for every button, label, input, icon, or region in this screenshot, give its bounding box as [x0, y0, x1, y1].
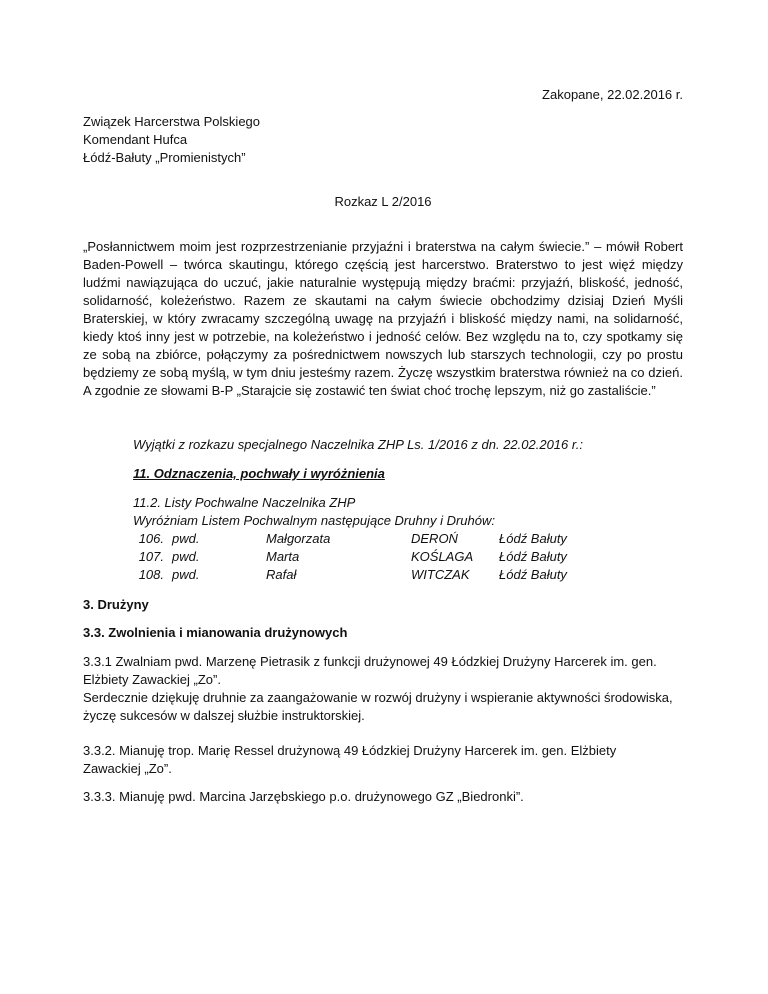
award-last-name: KOŚLAGA — [411, 549, 474, 564]
award-rank: pwd. — [172, 549, 200, 564]
paragraph-line: Zawackiej „Zo”. — [83, 761, 172, 776]
award-rank: pwd. — [172, 567, 200, 582]
award-rank: pwd. — [172, 531, 200, 546]
award-row — [133, 530, 673, 548]
award-first-name: Małgorzata — [266, 531, 331, 546]
award-number: 108. — [138, 567, 164, 582]
excerpt-section-title: 11. Odznaczenia, pochwały i wyróżnienia — [133, 466, 385, 481]
paragraph-appointment — [83, 742, 683, 778]
addressee-line: Łódź-Bałuty „Promienistych” — [83, 150, 246, 165]
award-place: Łódź Bałuty — [499, 549, 567, 564]
award-number: 106. — [138, 531, 164, 546]
award-place: Łódź Bałuty — [499, 567, 567, 582]
excerpt-subsection-intro: Wyróżniam Listem Pochwalnym następujące Druhny i Druhów: — [133, 513, 495, 528]
award-number: 107. — [138, 549, 164, 564]
excerpt-header: Wyjątki z rozkazu specjalnego Naczelnika ZHP Ls. 1/2016 z dn. 22.02.2016 r.: — [133, 437, 583, 452]
section-title: 3. Drużyny — [83, 597, 149, 612]
order-number: Rozkaz L 2/2016 — [334, 194, 432, 209]
award-row — [133, 566, 673, 584]
paragraph-line: Elżbiety Zawackiej „Zo”. — [83, 672, 221, 687]
subsection-title: 3.3. Zwolnienia i mianowania drużynowych — [83, 625, 348, 640]
place-date: Zakopane, 22.02.2016 r. — [542, 87, 683, 102]
paragraph-acting-appointment: 3.3.3. Mianuję pwd. Marcina Jarzębskiego p.o. drużynowego GZ „Biedronki”. — [83, 789, 524, 804]
paragraph-line: Serdecznie dziękuję druhnie za zaangażowanie w rozwój drużyny i wspieranie aktywności środowiska, — [83, 690, 673, 705]
excerpt-subsection — [133, 494, 495, 530]
award-last-name: DEROŃ — [411, 531, 458, 546]
paragraph-line: 3.3.2. Mianuję trop. Marię Ressel drużynową 49 Łódzkiej Drużyny Harcerek im. gen. Elżbiety — [83, 743, 617, 758]
award-row — [133, 548, 673, 566]
excerpt-subsection-title: 11.2. Listy Pochwalne Naczelnika ZHP — [133, 495, 356, 510]
intro-paragraph: „Posłannictwem moim jest rozprzestrzenianie przyjaźni i braterstwa na całym świecie.” – mówił Robert Baden-Powell – twórca skautingu, którego częścią jest harcerstwo. Braterstwo to jest więź między ludźmi nawiązująca do uczuć, jakie naturalnie występują między braćmi: przyjaźń, bliskość, jedność, solidarność, koleżeństwo. Razem ze skautami na całym świecie obchodzimy dzisiaj Dzień Myśli Braterskiej, w który zwracamy szczególną uwagę na przyjaźń i bliskość między nami, na solidarność, kiedy ktoś inny jest w potrzebie, na koleżeństwo i jedność celów. Bez względu na to, czy spotkamy się ze sobą na zbiórce, połączymy za pośrednictwem nowszych lub starszych technologii, czy po prostu będziemy ze sobą myślą, w tym dniu jesteśmy razem. Życzę wszystkim braterstwa również na co dzień. A zgodnie ze słowami B-P „Starajcie się zostawić ten świat choć trochę lepszym, niż go zastaliście.” — [83, 239, 683, 398]
addressee-line: Komendant Hufca — [83, 132, 188, 147]
award-first-name: Rafał — [266, 567, 297, 582]
paragraph-line: życzę sukcesów w dalszej służbie instruktorskiej. — [83, 708, 365, 723]
award-last-name: WITCZAK — [411, 567, 470, 582]
addressee-block — [83, 113, 260, 167]
award-first-name: Marta — [266, 549, 300, 564]
paragraph-thanks — [83, 689, 683, 725]
awards-list — [133, 530, 673, 584]
paragraph-line: 3.3.1 Zwalniam pwd. Marzenę Pietrasik z funkcji drużynowej 49 Łódzkiej Drużyny Harcerek im. gen. — [83, 654, 657, 669]
award-place: Łódź Bałuty — [499, 531, 567, 546]
paragraph-dismissal — [83, 653, 683, 689]
addressee-line: Związek Harcerstwa Polskiego — [83, 114, 261, 129]
